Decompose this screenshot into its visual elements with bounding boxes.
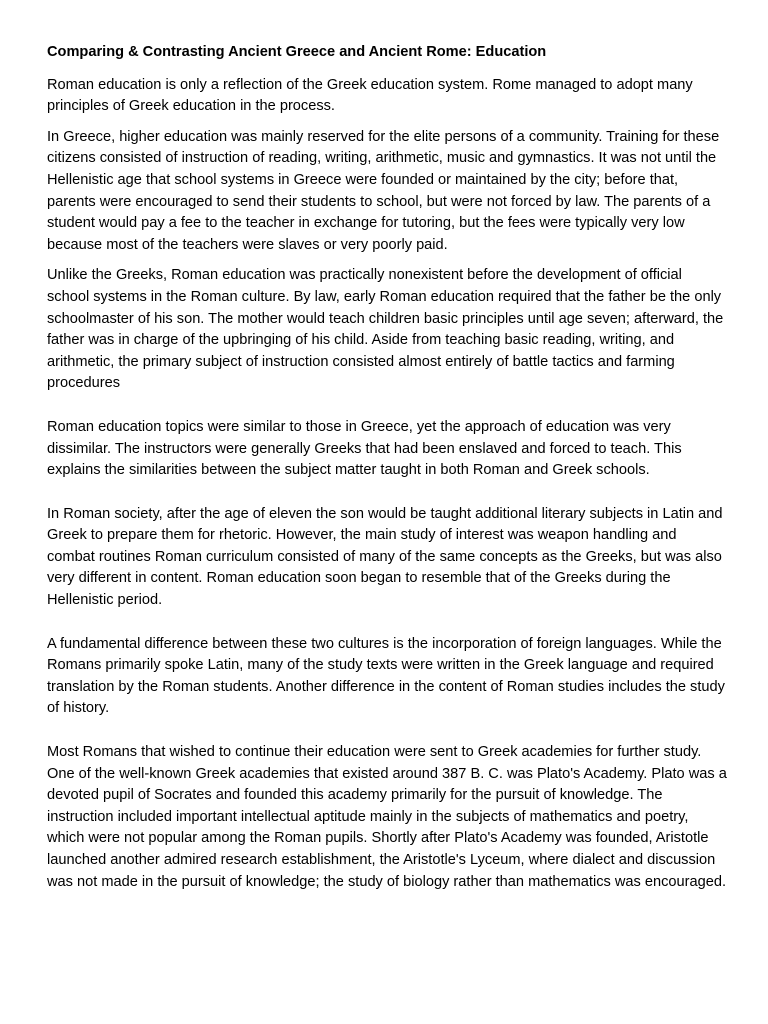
paragraph-roman-topics: Roman education topics were similar to those in Greece, yet the approach of education was very dissimilar. The instructors were generally Greeks that had been enslaved and forced to teach. This explains the similarities between the subject matter taught in both Roman and Greek schools. [47,418,682,479]
paragraph-early-roman-education: Unlike the Greeks, Roman education was practically nonexistent before the development of official school systems in the Roman culture. By law, early Roman education required that the father be the only schoolmaster of his son. The mother would teach children basic principles until age seven; afterward, the father was in charge of the upbringing of his child. Aside from teaching basic reading, writing, and arithmetic, the primary subject of instruction consisted almost entirely of battle tactics and farming procedures [47,267,724,392]
paragraph-roman-society: In Roman society, after the age of eleven the son would be taught additional literary subjects in Latin and Greek to prepare them for rhetoric. However, the main study of interest was weapon handling and combat routines Roman curriculum consisted of many of the same concepts as the Greeks, but was also very different in content. Roman education soon began to resemble that of the Greeks during the Hellenistic period. [47,505,723,609]
paragraph-greek-academies: Most Romans that wished to continue their education were sent to Greek academies for further study. One of the well-known Greek academies that existed around 387 B. C. was Plato's Academy. Plato was a devoted pupil of Socrates and founded this academy primarily for the pursuit of knowledge. The instruction included important intellectual aptitude mainly in the subjects of mathematics and poetry, which were not popular among the Roman pupils. Shortly after Plato's Academy was founded, Aristotle launched another admired research establishment, the Aristotle's Lyceum, where dialect and discussion was not made in the pursuit of knowledge; the study of biology rather than mathematics was encouraged. [47,744,727,890]
paragraph-greek-education: In Greece, higher education was mainly reserved for the elite persons of a community. Training for these citizens consisted of instruction of reading, writing, arithmetic, music and gymnastics. It was not until the Hellenistic age that school systems in Greece were founded or maintained by the city; before that, parents were encouraged to send their students to school, but were not forced by law. The parents of a student would pay a fee to the teacher in exchange for tutoring, but the fees were typically very low because most of the teachers were slaves or very poorly paid. [47,128,720,253]
document-page [47,42,727,893]
paragraph-foreign-languages: A fundamental difference between these two cultures is the incorporation of foreign languages. While the Romans primarily spoke Latin, many of the study texts were written in the Greek language and required translation by the Roman students. Another difference in the content of Roman studies includes the study of history. [47,635,725,717]
paragraph-intro: Roman education is only a reflection of the Greek education system. Rome managed to adopt many principles of Greek education in the process. [47,76,693,115]
document-title: Comparing & Contrasting Ancient Greece and Ancient Rome: Education [47,44,547,60]
